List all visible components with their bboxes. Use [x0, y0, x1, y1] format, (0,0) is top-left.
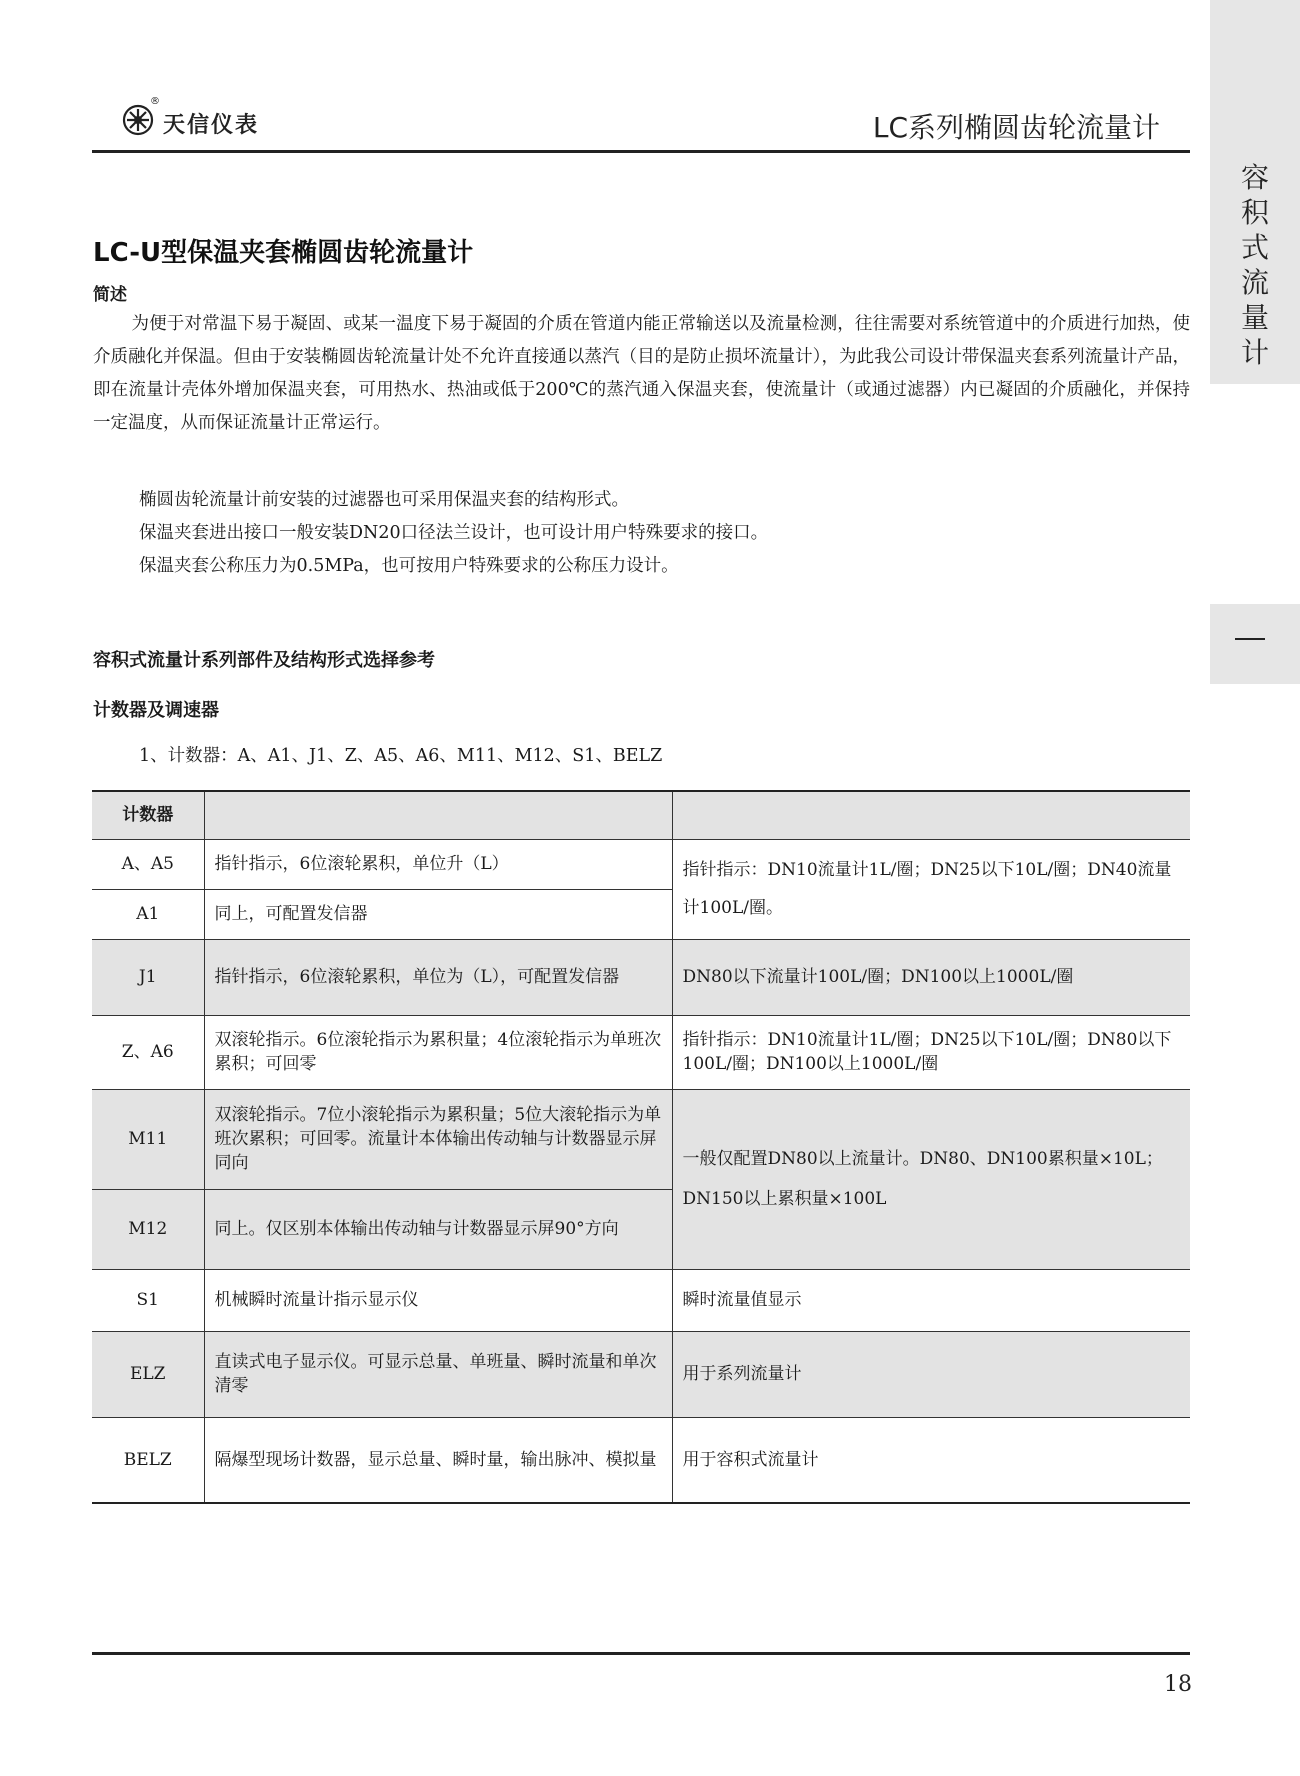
series-title: LC系列椭圆齿轮流量计: [872, 111, 1160, 144]
row-code: BELZ: [92, 1417, 204, 1503]
row-code: ELZ: [92, 1331, 204, 1417]
row-code: S1: [92, 1269, 204, 1331]
note-line: 椭圆齿轮流量计前安装的过滤器也可采用保温夹套的结构形式。: [139, 490, 629, 510]
row-note: 用于容积式流量计: [672, 1417, 1190, 1503]
row-code: A1: [92, 889, 204, 939]
page-number: 18: [1164, 1672, 1192, 1697]
row-desc: 同上。仅区别本体输出传动轴与计数器显示屏90°方向: [204, 1189, 672, 1269]
row-desc: 同上，可配置发信器: [204, 889, 672, 939]
table-row: [92, 939, 1190, 1015]
table-row: [92, 1417, 1190, 1503]
row-note: 用于系列流量计: [672, 1331, 1190, 1417]
row-note-merged: 一般仅配置DN80以上流量计。DN80、DN100累积量×10L；DN150以上累积量×100L: [672, 1089, 1190, 1269]
header-divider: [92, 150, 1190, 153]
row-note: 指针指示：DN10流量计1L/圈；DN25以下10L/圈；DN80以下100L/圈；DN100以上1000L/圈: [672, 1015, 1190, 1089]
subsection-heading: 计数器及调速器: [93, 700, 219, 721]
row-note: DN80以下流量计100L/圈；DN100以上1000L/圈: [672, 939, 1190, 1015]
row-note: 瞬时流量值显示: [672, 1269, 1190, 1331]
row-desc: 隔爆型现场计数器，显示总量、瞬时量，输出脉冲、模拟量: [204, 1417, 672, 1503]
counter-list: 1、计数器：A、A1、J1、Z、A5、A6、M11、M12、S1、BELZ: [139, 746, 663, 766]
counter-spec-table: [92, 790, 1190, 1504]
row-code: M11: [92, 1089, 204, 1189]
footer-divider: [92, 1652, 1190, 1655]
header-cell-code: 计数器: [92, 791, 204, 839]
intro-paragraph: 为便于对常温下易于凝固、或某一温度下易于凝固的介质在管道内能正常输送以及流量检测，往往需要对系统管道中的介质进行加热，使介质融化并保温。但由于安装椭圆齿轮流量计处不允许直接通以蒸汽（目的是防止损坏流量计），为此我公司设计带保温夹套系列流量计产品，即在流量计壳体外增加保温夹套，可用热水、热油或低于200℃的蒸汽通入保温夹套，使流量计（或通过滤器）内已凝固的介质融化，并保持一定温度，从而保证流量计正常运行。: [93, 314, 1190, 433]
row-desc: 机械瞬时流量计指示显示仪: [204, 1269, 672, 1331]
row-code: Z、A6: [92, 1015, 204, 1089]
brand-logo-icon: [122, 104, 154, 136]
row-desc: 直读式电子显示仪。可显示总量、单班量、瞬时流量和单次清零: [204, 1331, 672, 1417]
header-cell-desc: [204, 791, 672, 839]
table-row: [92, 1089, 1190, 1189]
section-mark: [1235, 638, 1265, 640]
table-row: [92, 839, 1190, 889]
row-desc: 双滚轮指示。6位滚轮指示为累积量；4位滚轮指示为单班次累积；可回零: [204, 1015, 672, 1089]
side-tab-section: [1210, 604, 1300, 684]
brand-name: 天信仪表: [163, 112, 260, 138]
note-line: 保温夹套公称压力为0.5MPa，也可按用户特殊要求的公称压力设计。: [139, 556, 679, 576]
summary-heading: 简述: [93, 285, 127, 305]
section-heading: 容积式流量计系列部件及结构形式选择参考: [93, 650, 435, 671]
note-line: 保温夹套进出接口一般安装DN20口径法兰设计，也可设计用户特殊要求的接口。: [139, 523, 769, 543]
page-title: LC-U型保温夹套椭圆齿轮流量计: [93, 238, 474, 268]
header-cell-note: [672, 791, 1190, 839]
row-desc: 指针指示，6位滚轮累积，单位升（L）: [204, 839, 672, 889]
row-desc: 双滚轮指示。7位小滚轮指示为累积量；5位大滚轮指示为单班次累积；可回零。流量计本体输出传动轴与计数器显示屏同向: [204, 1089, 672, 1189]
row-code: M12: [92, 1189, 204, 1269]
row-code: J1: [92, 939, 204, 1015]
table-row: [92, 1269, 1190, 1331]
registered-mark: ®: [150, 96, 160, 107]
row-note-merged: 指针指示：DN10流量计1L/圈；DN25以下10L/圈；DN40流量计100L/圈。: [672, 839, 1190, 939]
table-row: [92, 1331, 1190, 1417]
side-tab-label: 容 积 式 流 量 计: [1240, 161, 1269, 369]
table-row: [92, 1015, 1190, 1089]
table-header-row: [92, 791, 1190, 839]
row-desc: 指针指示，6位滚轮累积，单位为（L），可配置发信器: [204, 939, 672, 1015]
row-code: A、A5: [92, 839, 204, 889]
